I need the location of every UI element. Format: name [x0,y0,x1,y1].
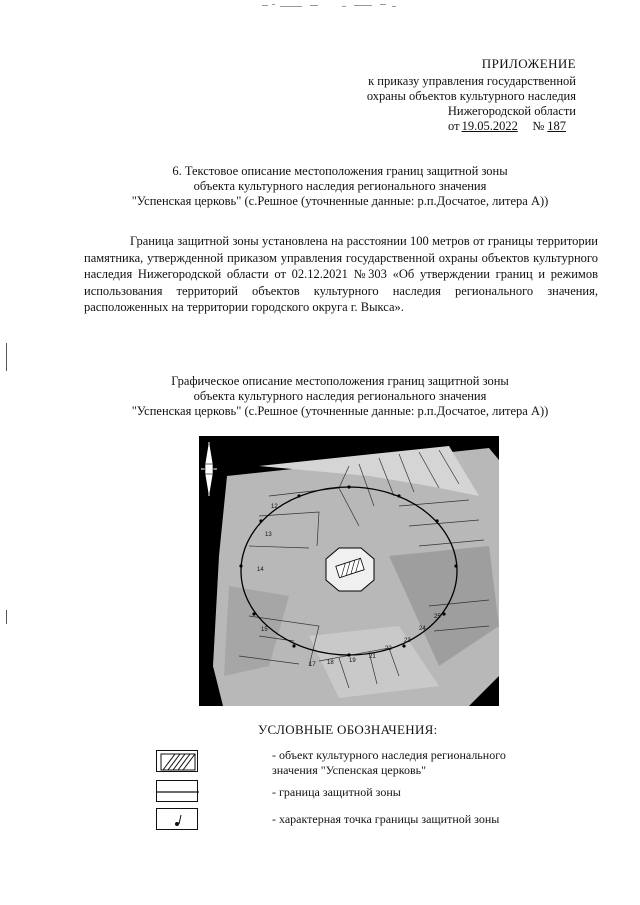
legend-item-zone-boundary: - граница защитной зоны [272,785,401,799]
svg-text:21: 21 [369,654,376,660]
svg-text:19: 19 [349,658,356,664]
graphic-description-title [60,374,620,419]
svg-text:24: 24 [419,626,426,632]
order-date: 19.05.2022 [461,119,518,133]
title-line: "Успенская церковь" (с.Решное (уточненные данные: р.п.Досчатое, литера А)) [131,194,549,208]
protective-zone-map [199,436,499,706]
text-description-title [60,164,620,209]
boundary-point-icon [156,808,198,830]
appendix-header [300,56,576,134]
header-line: Нижегородской области [447,104,576,118]
order-date-number [300,119,576,134]
legend-item-heritage-object [272,748,506,778]
svg-text:17: 17 [309,662,316,668]
hatched-rectangle-icon [156,750,198,772]
scan-artifact [262,2,402,10]
legend-item-boundary-point: - характерная точка границы защитной зоны [272,812,500,826]
svg-text:23: 23 [404,638,411,644]
line-boundary-icon [156,780,198,802]
scan-margin-mark [6,343,7,371]
compass-icon [201,442,217,496]
header-line: охраны объектов культурного наследия [366,89,576,103]
number-prefix: № [532,119,545,133]
title-line: "Успенская церковь" (с.Решное (уточненные данные: р.п.Досчатое, литера А)) [131,404,549,418]
title-line: объекта культурного наследия регионального значения [193,179,487,193]
title-line: 6. Текстовое описание местоположения границ защитной зоны [172,164,508,178]
svg-text:12: 12 [271,504,278,510]
legend-text: значения "Успенская церковь" [272,763,427,777]
scan-margin-mark [6,610,7,624]
svg-text:15: 15 [261,627,268,633]
order-number: 187 [547,119,566,133]
svg-text:22: 22 [385,646,392,652]
svg-text:25: 25 [434,614,441,620]
svg-text:18: 18 [327,660,334,666]
svg-text:13: 13 [265,532,272,538]
appendix-title: ПРИЛОЖЕНИЕ [481,56,576,71]
svg-text:14: 14 [257,567,264,573]
header-line: к приказу управления государственной [368,74,576,88]
legend-text: - объект культурного наследия регионального [272,748,506,762]
date-prefix: от [448,119,460,133]
title-line: объекта культурного наследия регионального значения [193,389,487,403]
boundary-description-paragraph: Граница защитной зоны установлена на расстоянии 100 метров от границы территории памятника, утвержденной приказом управления государственной охраны объектов культурного наследия Нижегородской области от 02.12.2021 №303 «Об утверждении границ и режимов использования территорий объектов культурного наследия регионального значения, расположенных на территории городского округа г. Выкса». [84,234,598,314]
title-line: Графическое описание местоположения границ защитной зоны [171,374,509,388]
legend-title: УСЛОВНЫЕ ОБОЗНАЧЕНИЯ: [258,722,438,737]
